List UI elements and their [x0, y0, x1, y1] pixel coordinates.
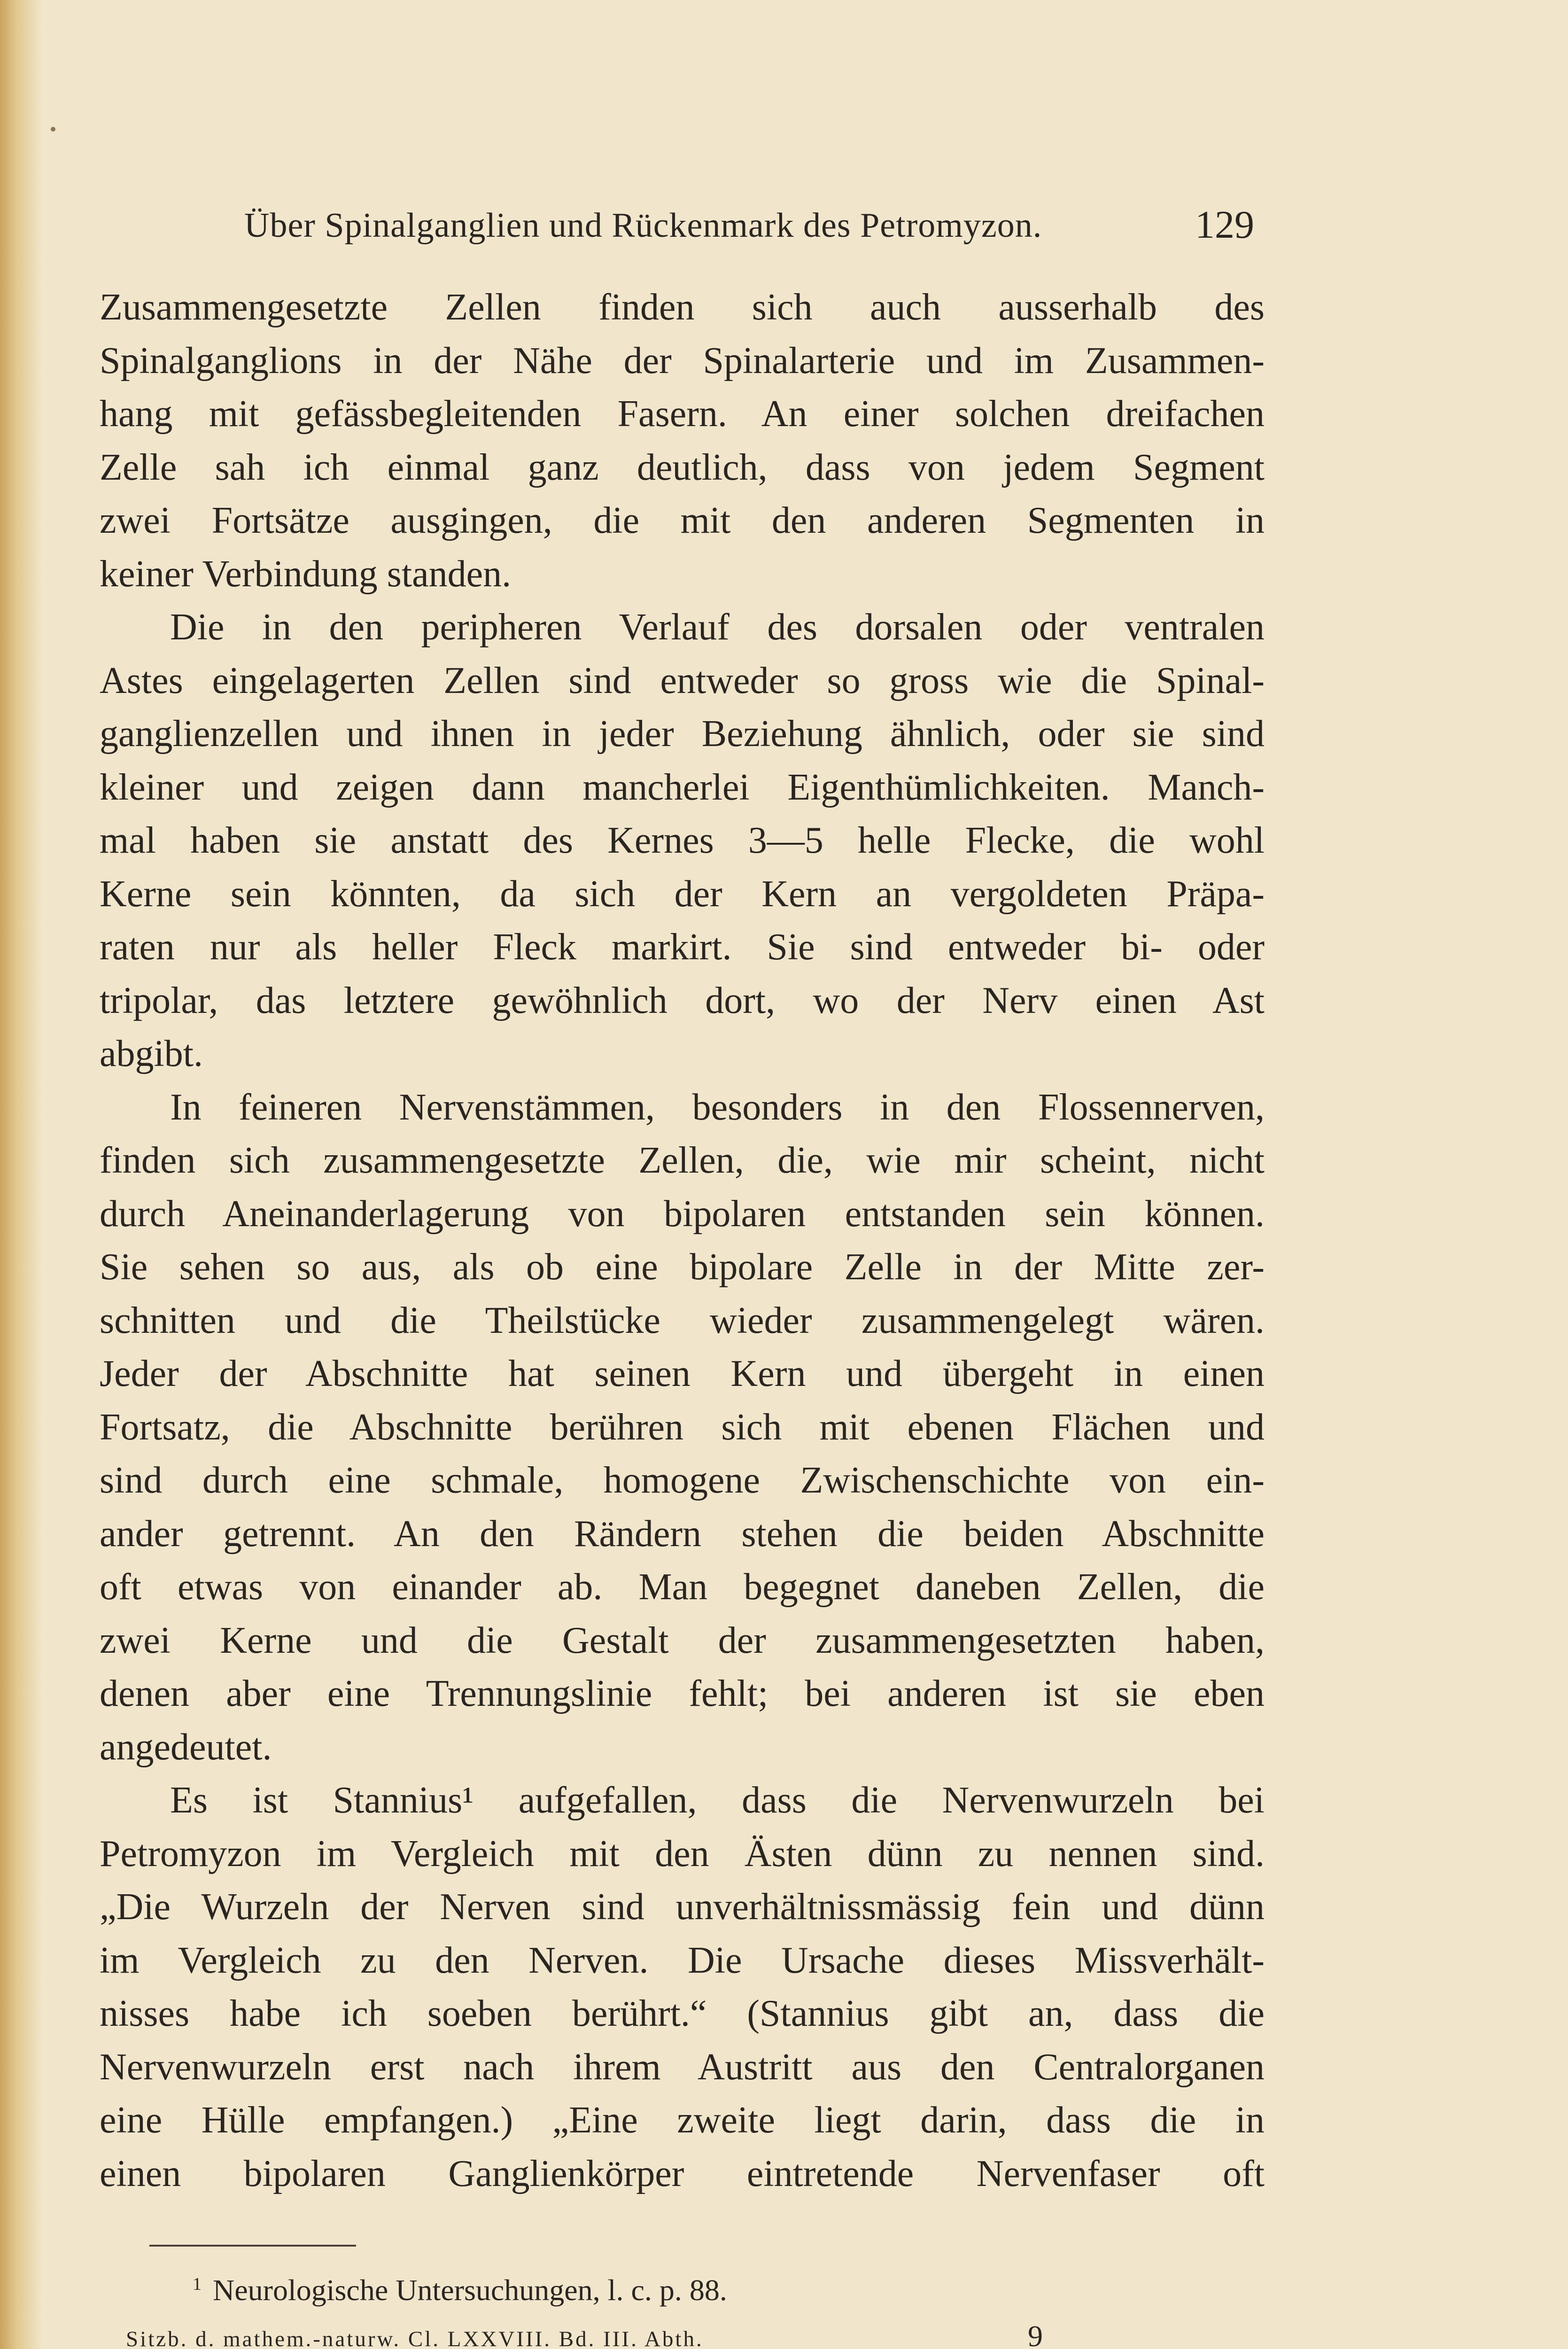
text-line: Fortsatz, die Abschnitte berühren sich mit ebenen Flächen und	[100, 1406, 1265, 1448]
footnote	[193, 2273, 727, 2308]
text-line: mal haben sie anstatt des Kernes 3—5 helle Flecke, die wohl	[100, 820, 1265, 861]
text-line: ganglienzellen und ihnen in jeder Beziehung ähnlich, oder sie sind	[100, 713, 1265, 754]
text-line: Die in den peripheren Verlauf des dorsalen oder ventralen	[170, 607, 1265, 648]
text-line: nisses habe ich soeben berührt.“ (Stannius gibt an, dass die	[100, 1993, 1265, 2034]
text-line: durch Aneinanderlagerung von bipolaren entstanden sein können.	[100, 1193, 1265, 1235]
text-line: Es ist Stannius¹ aufgefallen, dass die Nervenwurzeln bei	[170, 1780, 1265, 1821]
text-line: abgibt.	[100, 1033, 203, 1074]
page-number: 129	[1195, 203, 1254, 247]
text-line: finden sich zusammengesetzte Zellen, die, wie mir scheint, nicht	[100, 1140, 1265, 1181]
text-line: ander getrennt. An den Rändern stehen die beiden Abschnitte	[100, 1513, 1265, 1555]
printer-signature: Sitzb. d. mathem.-naturw. Cl. LXXVIII. Bd. III. Abth.	[126, 2327, 704, 2349]
signature-number: 9	[1028, 2319, 1043, 2349]
text-line: einen bipolaren Ganglienkörper eintretende Nervenfaser oft	[100, 2153, 1265, 2194]
running-header	[244, 203, 1254, 248]
text-line: keiner Verbindung standen.	[100, 553, 512, 595]
text-line: denen aber eine Trennungslinie fehlt; bei anderen ist sie eben	[100, 1673, 1265, 1714]
text-line: Astes eingelagerten Zellen sind entweder so gross wie die Spinal-	[100, 660, 1265, 701]
text-line: zwei Kerne und die Gestalt der zusammengesetzten haben,	[100, 1619, 1265, 1661]
page-gutter-edge	[0, 0, 42, 2349]
text-line: Kerne sein könnten, da sich der Kern an vergoldeten Präpa-	[100, 873, 1265, 915]
text-line: In feineren Nervenstämmen, besonders in den Flossennerven,	[170, 1086, 1265, 1128]
text-line: angedeutet.	[100, 1726, 272, 1768]
text-line: oft etwas von einander ab. Man begegnet daneben Zellen, die	[100, 1566, 1265, 1608]
text-line: Zusammengesetzte Zellen finden sich auch ausserhalb des	[100, 287, 1265, 328]
text-line: Nervenwurzeln erst nach ihrem Austritt aus den Centralorganen	[100, 2046, 1265, 2088]
text-line: Spinalganglions in der Nähe der Spinalarterie und im Zusammen-	[100, 340, 1265, 381]
footnote-rule	[149, 2245, 356, 2247]
footnote-text: Neurologische Untersuchungen, l. c. p. 88.	[213, 2273, 727, 2307]
text-line: kleiner und zeigen dann mancherlei Eigenthümlichkeiten. Manch-	[100, 766, 1265, 808]
text-line: raten nur als heller Fleck markirt. Sie sind entweder bi- oder	[100, 926, 1265, 968]
text-line: im Vergleich zu den Nerven. Die Ursache dieses Missverhält-	[100, 1939, 1265, 1981]
text-line: Petromyzon im Vergleich mit den Ästen dünn zu nennen sind.	[100, 1833, 1265, 1875]
text-line: eine Hülle empfangen.) „Eine zweite liegt darin, dass die in	[100, 2100, 1265, 2141]
text-line: „Die Wurzeln der Nerven sind unverhältnissmässig fein und dünn	[100, 1886, 1265, 1928]
text-line: Jeder der Abschnitte hat seinen Kern und übergeht in einen	[100, 1353, 1265, 1394]
running-title: Über Spinalganglien und Rückenmark des Petromyzon.	[244, 206, 1042, 245]
body-text	[100, 281, 1265, 2201]
text-line: schnitten und die Theilstücke wieder zusammengelegt wären.	[100, 1299, 1265, 1341]
text-line: sind durch eine schmale, homogene Zwischenschichte von ein-	[100, 1460, 1265, 1501]
text-line: tripolar, das letztere gewöhnlich dort, wo der Nerv einen Ast	[100, 980, 1265, 1021]
paper-spot	[51, 127, 55, 132]
text-line: zwei Fortsätze ausgingen, die mit den anderen Segmenten in	[100, 500, 1265, 541]
text-line: Sie sehen so aus, als ob eine bipolare Zelle in der Mitte zer-	[100, 1246, 1265, 1288]
text-line: hang mit gefässbegleitenden Fasern. An einer solchen dreifachen	[100, 393, 1265, 435]
text-line: Zelle sah ich einmal ganz deutlich, dass von jedem Segment	[100, 446, 1265, 488]
footnote-marker: 1	[193, 2274, 202, 2294]
